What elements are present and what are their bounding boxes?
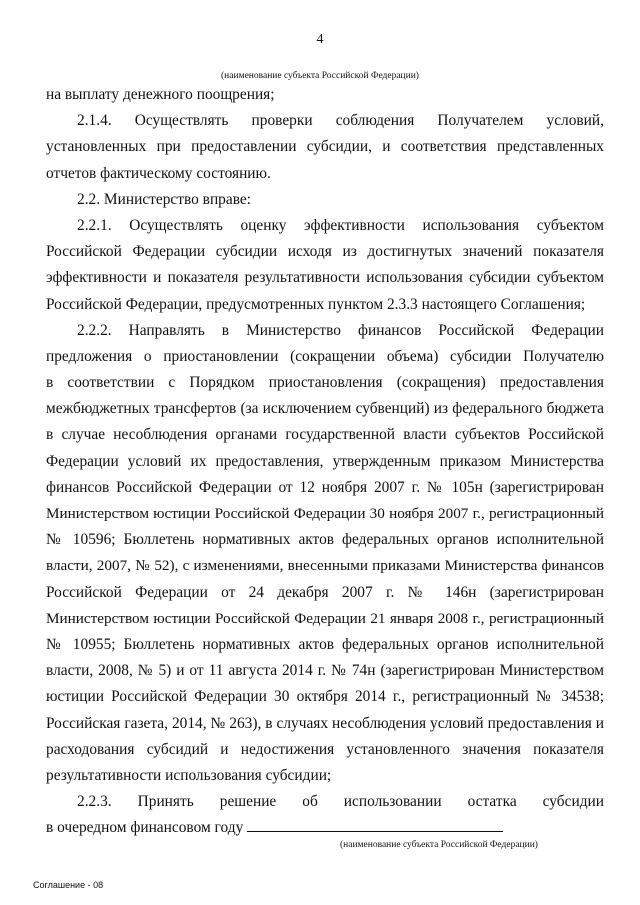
text-line: в соответствии с Порядком приостановления (сокращения) предоставления	[46, 374, 604, 392]
region-name-blank-field[interactable]	[247, 816, 503, 832]
document-body	[46, 82, 604, 841]
text-line: отчетов фактическому состоянию.	[46, 164, 271, 182]
text-line: результативности использования субсидии;	[46, 766, 332, 784]
text-line: установленных при предоставлении субсидии, и соответствия представленных	[46, 138, 604, 156]
page-number: 4	[316, 32, 324, 47]
text-line: предложения о приостановлении (сокращении объема) субсидии Получателю	[46, 347, 604, 365]
clause-2-2-heading: 2.2. Министерство вправе:	[77, 190, 251, 208]
text-line: межбюджетных трансфертов (за исключением субвенций) из федерального бюджета	[46, 400, 604, 418]
text-line: № 10596; Бюллетень нормативных актов федеральных органов исполнительной	[46, 531, 604, 549]
text-line: финансов Российской Федерации от 12 ноября 2007 г. № 105н (зарегистрирован	[46, 478, 604, 496]
clause-2-1-4-heading: 2.1.4. Осуществлять проверки соблюдения Получателем условий,	[77, 112, 604, 130]
text-line: на выплату денежного поощрения;	[46, 86, 275, 103]
text-line: № 10955; Бюллетень нормативных актов федеральных органов исполнительной	[46, 635, 604, 653]
region-name-caption-top: (наименование субъекта Российской Федерации)	[221, 71, 419, 81]
text-line: Российской Федерации, предусмотренных пунктом 2.3.3 настоящего Соглашения;	[46, 295, 586, 313]
clause-2-2-2-heading: 2.2.2. Направлять в Министерство финансов Российской Федерации	[77, 321, 604, 339]
text-line: юстиции Российской Федерации 30 октября 2014 г., регистрационный № 34538;	[46, 688, 604, 706]
text-line-with-blank	[46, 815, 604, 841]
text-line: Министерством юстиции Российской Федерации 30 ноября 2007 г., регистрационный	[46, 505, 604, 522]
text-line: Федерации условий их предоставления, утвержденным приказом Министерства	[46, 452, 604, 470]
text-fragment: в очередном финансовом году	[46, 819, 244, 837]
region-name-caption-bottom: (наименование субъекта Российской Федерации)	[340, 840, 538, 850]
text-line: в случае несоблюдения органами государственной власти субъектов Российской	[46, 426, 604, 444]
text-line: Российской Федерации субсидии исходя из достигнутых значений показателя	[46, 243, 604, 261]
text-line: эффективности и показателя результативности использования субсидии субъектом	[46, 269, 604, 287]
text-line: расходования субсидий и недостижения установленного значения показателя	[46, 740, 604, 758]
clause-2-2-3-heading: 2.2.3. Принять решение об использовании остатка субсидии	[77, 793, 604, 811]
text-line: Министерством юстиции Российской Федерации 21 января 2008 г., регистрационный	[46, 609, 604, 627]
text-line: власти, 2008, № 5) и от 11 августа 2014 г. № 74н (зарегистрирован Министерством	[46, 662, 604, 680]
clause-2-2-1-heading: 2.2.1. Осуществлять оценку эффективности использования субъектом	[77, 216, 604, 234]
document-footer: Соглашение - 08	[33, 880, 104, 890]
text-line: Российская газета, 2014, № 263), в случаях несоблюдения условий предоставления и	[46, 714, 604, 732]
text-line: власти, 2007, № 52), с изменениями, внесенными приказами Министерства финансов	[46, 557, 604, 575]
text-line: Российской Федерации от 24 декабря 2007 г. № 146н (зарегистрирован	[46, 583, 604, 601]
